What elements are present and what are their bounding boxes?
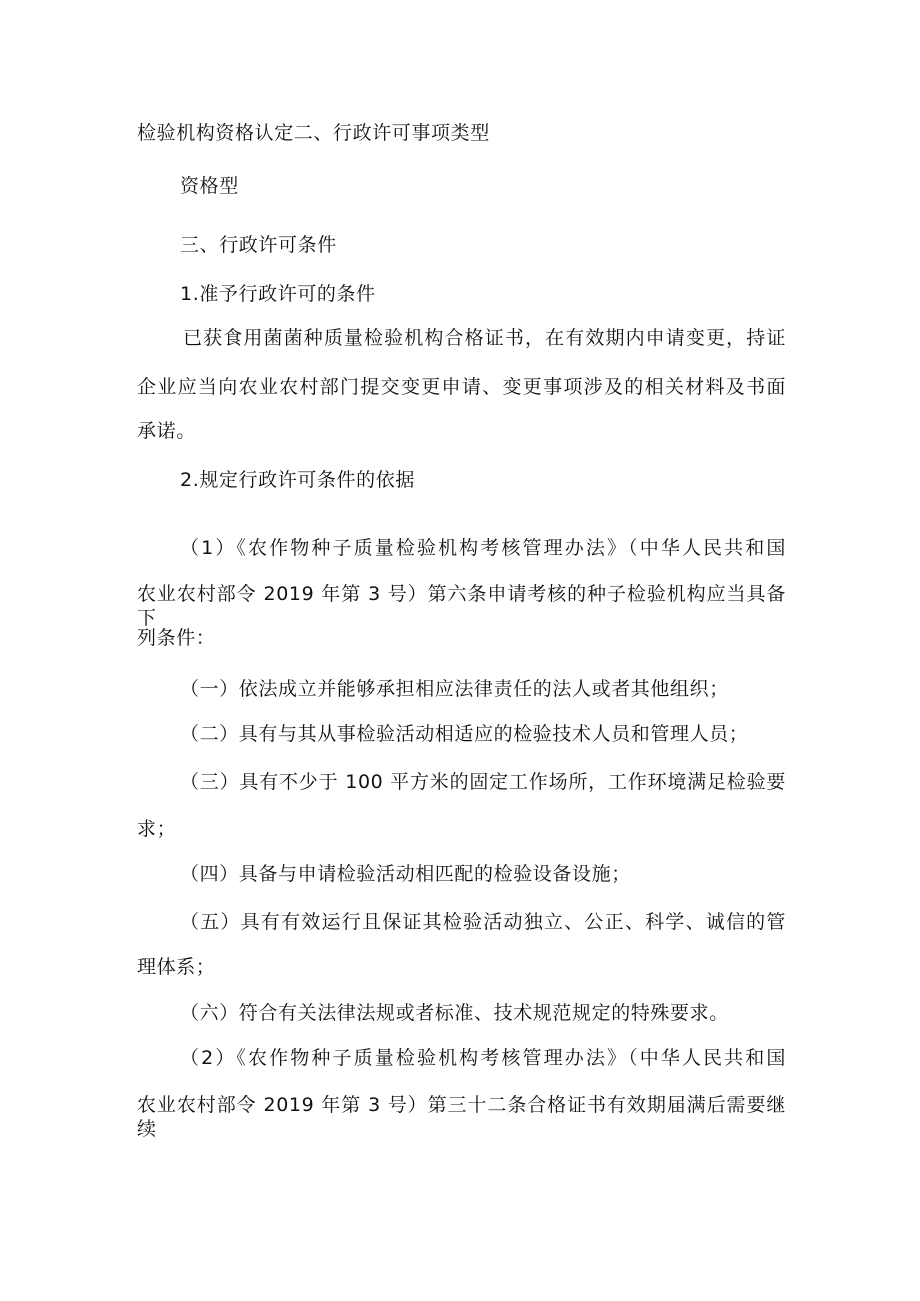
heading: 检验机构资格认定二、行政许可事项类型 [137, 122, 490, 144]
basis1-line1: （1）《农作物种子质量检验机构考核管理办法》（中华人民共和国 [180, 537, 786, 559]
item1-body-line2: 企业应当向农业农村部门提交变更申请、变更事项涉及的相关材料及书面 [137, 376, 786, 398]
basis2-line2: 农业农村部令 2019 年第 3 号）第三十二条合格证书有效期届满后需要继续 [137, 1094, 786, 1140]
condition-2: （二）具有与其从事检验活动相适应的检验技术人员和管理人员； [180, 723, 749, 745]
type-value: 资格型 [180, 175, 239, 197]
condition-4: （四）具备与申请检验活动相匹配的检验设备设施； [180, 863, 631, 885]
basis1-line3: 列条件： [137, 627, 216, 649]
item2-title: 2.规定行政许可条件的依据 [180, 469, 415, 491]
condition-1: （一）依法成立并能够承担相应法律责任的法人或者其他组织； [180, 678, 729, 700]
item1-body-line1: 已获食用菌菌种质量检验机构合格证书，在有效期内申请变更，持证 [183, 327, 786, 349]
condition-5-line2: 理体系； [137, 956, 216, 978]
basis1-line2: 农业农村部令 2019 年第 3 号）第六条申请考核的种子检验机构应当具备下 [137, 583, 786, 629]
condition-3-line1: （三）具有不少于 100 平方米的固定工作场所，工作环境满足检验要 [180, 771, 786, 793]
condition-5-line1: （五）具有有效运行且保证其检验活动独立、公正、科学、诚信的管 [180, 911, 786, 933]
condition-3-line2: 求； [137, 818, 177, 840]
basis2-line1: （2）《农作物种子质量检验机构考核管理办法》（中华人民共和国 [180, 1047, 786, 1069]
condition-6: （六）符合有关法律法规或者标准、技术规范规定的特殊要求。 [180, 1002, 729, 1024]
item1-title: 1.准予行政许可的条件 [180, 283, 376, 305]
section3-title: 三、行政许可条件 [180, 234, 337, 256]
item1-body-line3: 承诺。 [137, 420, 196, 442]
